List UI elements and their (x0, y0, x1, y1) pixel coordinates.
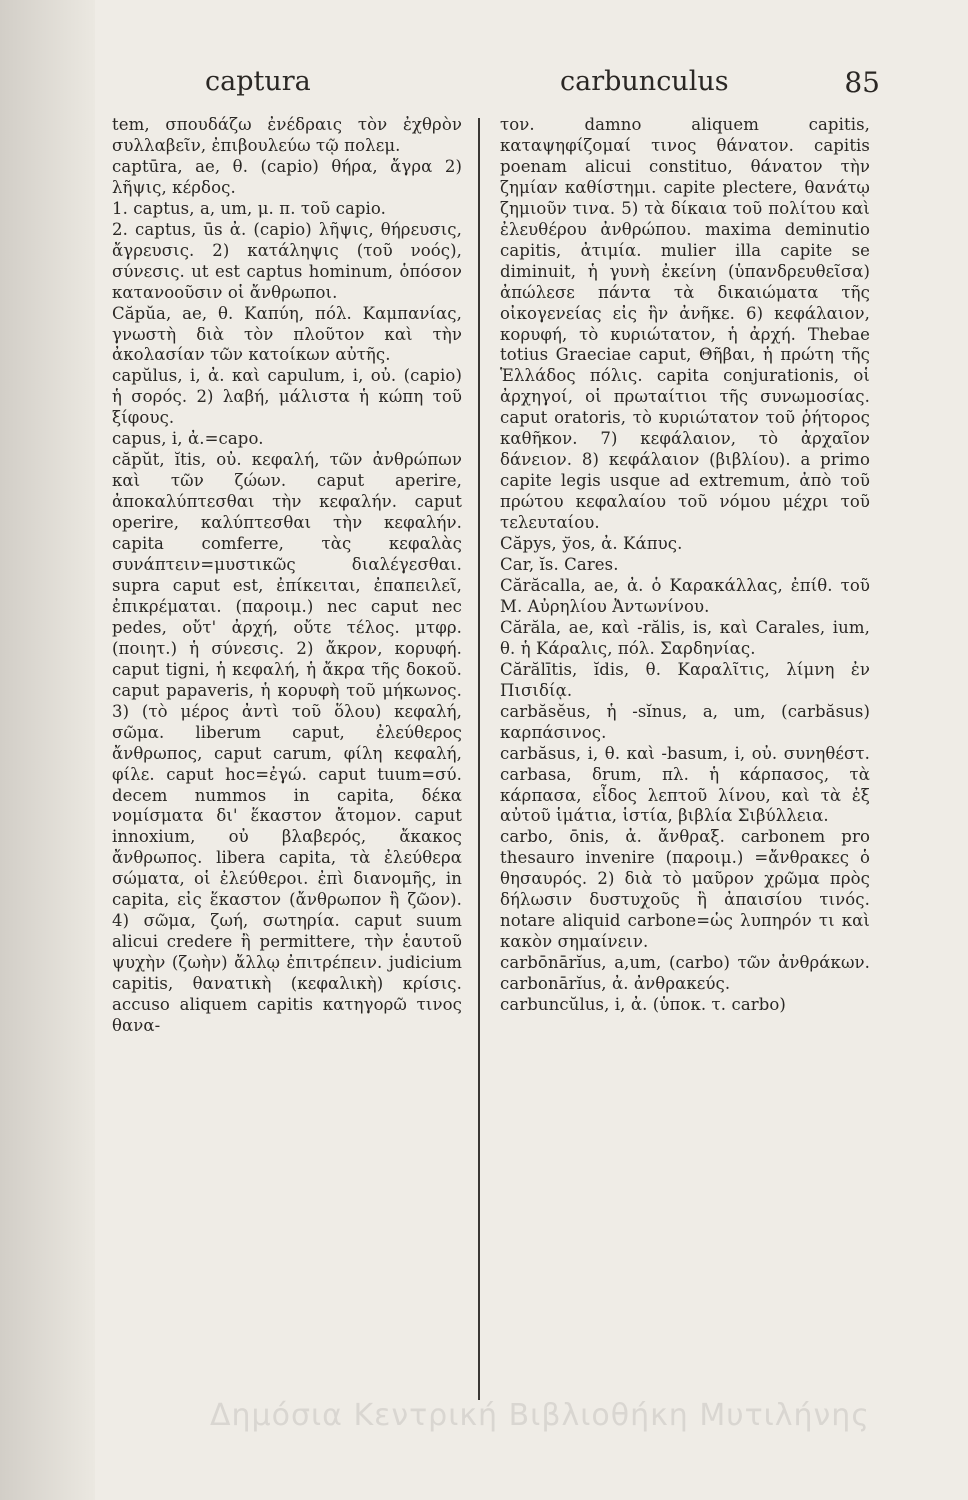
page-number: 85 (844, 66, 880, 99)
dictionary-entry: tem, σπουδάζω ἐνέδραις τὸν ἐχθρὸν συλλαβεῖν, ἐπιβουλεύω τῷ πολεμ. (112, 115, 462, 155)
dictionary-entry: carbăsus, i, θ. καὶ -basum, i, οὐ. συνηθέστ. carbasa, δrum, πλ. ἡ κάρπασος, τὰ κάρπασα, εἶδος λεπτοῦ λίνου, καὶ τὰ ἐξ αὐτοῦ ἱμάτια, ἱστία, βιβλία Σιβύλλεια. (500, 743, 870, 826)
dictionary-entry: carbuncŭlus, i, ἀ. (ὑποκ. τ. carbo) (500, 995, 786, 1015)
dictionary-entry: Căpys, ўos, ἀ. Κάπυς. (500, 534, 683, 554)
dictionary-entry: carbăsĕus, ἡ -sĭnus, a, um, (carbăsus) καρπάσινος. (500, 701, 870, 742)
dictionary-entry: Cărălītis, ĭdis, θ. Καραλῖτις, λίμνη ἐν Πισιδίᾳ. (500, 659, 870, 700)
dictionary-entry: carbo, ōnis, ἀ. ἄνθραξ. carbonem pro thesauro invenire (παροιμ.) =ἄνθρακες ὁ θησαυρός. 2) διὰ τὸ μαῦρον χρῶμα πρὸς δήλωσιν δυστυχοῦς ἢ ἀπαισίου τινός. notare aliquid carbone=ὡς λυπηρόν τι καὶ κακὸν σημαίνειν. (500, 827, 870, 952)
header-right-guideword: carbunculus (560, 66, 729, 97)
dictionary-entry: 1. captus, a, um, μ. π. τοῦ capio. (112, 198, 387, 218)
dictionary-entry: Căpŭa, ae, θ. Καπύη, πόλ. Καμπανίας, γνωστὴ διὰ τὸν πλοῦτον καὶ τὴν ἀκολασίαν τῶν κατοίκων αὐτῆς. (112, 303, 462, 365)
dictionary-entry: carbōnārĭus, a,um, (carbo) τῶν ἀνθράκων. carbonārĭus, ἀ. ἀνθρακεύς. (500, 953, 870, 994)
page-header (120, 66, 880, 106)
column-divider (478, 118, 480, 1400)
dictionary-entry: Cărăla, ae, καὶ -rălis, is, καὶ Carales, ium, θ. ἡ Κάραλις, πόλ. Σαρδηνίας. (500, 617, 870, 658)
dictionary-entry: căpŭt, ĭtis, οὐ. κεφαλή, τῶν ἀνθρώπων καὶ τῶν ζώων. caput aperire, ἀποκαλύπτεσθαι τὴν κεφαλήν. caput operire, καλύπτεσθαι τὴν κεφαλήν. capita comferre, τὰς κεφαλὰς συνάπτειν=μυστικῶς διαλέγεσθαι. supra caput est, ἐπίκειται, ἐπαπειλεῖ, ἐπικρέμαται. (παροιμ.) nec caput nec pedes, οὔτ' ἀρχή, οὔτε τέλος. μτφρ. (ποιητ.) ἡ σύνεσις. 2) ἄκρον, κορυφή. caput tigni, ἡ κεφαλή, ἡ ἄκρα τῆς δοκοῦ. caput papaveris, ἡ κορυφὴ τοῦ μήκωνος. 3) (τὸ μέρος ἀντὶ τοῦ ὅλου) κεφαλή, σῶμα. liberum caput, ἐλεύθερος ἄνθρωπος, caput carum, φίλη κεφαλή, φίλε. caput hoc=ἐγώ. caput tuum=σύ. decem nummos in capita, δέκα νομίσματα δι' ἕκαστον ἄτομον. caput innoxium, οὐ βλαβερός, ἄκακος ἄνθρωπος. libera capita, τὰ ἐλεύθερα σώματα, οἱ ἐλεύθεροι. ἐπὶ διανομῆς, in capita, εἰς ἕκαστον (ἄνθρωπον ἢ ζῶον). 4) σῶμα, ζωή, σωτηρία. caput suum alicui credere ἢ permittere, τὴν ἑαυτοῦ ψυχὴν (ζωὴν) ἄλλῳ ἐπιτρέπειν. judicium capitis, θανατικὴ (κεφαλικὴ) κρίσις. accuso aliquem capitis κατηγορῶ τινος θανα- (112, 450, 462, 1035)
dictionary-entry: capus, i, ἀ.=capo. (112, 429, 264, 449)
dictionary-entry: Cărăcalla, ae, ἀ. ὁ Καρακάλλας, ἐπίθ. τοῦ Μ. Αὐρηλίου Ἀντωνίνου. (500, 575, 870, 616)
dictionary-entry: τον. damno aliquem capitis, καταψηφίζομαί τινος θάνατον. capitis poenam alicui constituo, θάνατον τὴν ζημίαν καθίστημι. capite plectere, θανάτῳ ζημιοῦν τινα. 5) τὰ δίκαια τοῦ πολίτου καὶ ἐλευθέρου ἀνθρώπου. maxima deminutio capitis, ἀτιμία. mulier illa capite se diminuit, ἡ γυνὴ ἐκείνη (ὑπανδρευθεῖσα) ἀπώλεσε πάντα τὰ δικαιώματα τῆς οἰκογενείας εἰς ἣν ἀνῆκε. 6) κεφάλαιον, κορυφή, τὸ κυριώτατον, ἡ ἀρχή. Thebae totius Graeciae caput, Θῆβαι, ἡ πρώτη τῆς Ἑλλάδος πόλις. capita conjurationis, οἱ ἀρχηγοί, οἱ πρωταίτιοι τῆς συνωμοσίας. caput oratoris, τὸ κυριώτατον τοῦ ῥήτορος καθῆκον. 7) κεφάλαιον, τὸ ἀρχαῖον δάνειον. 8) κεφάλαιον (βιβλίου). a primo capite legis usque ad extremum, ἀπὸ τοῦ πρώτου κεφαλαίου τοῦ νόμου μέχρι τοῦ τελευταίου. (500, 115, 870, 533)
dictionary-entry: captūra, ae, θ. (capio) θήρα, ἄγρα 2) λῆψις, κέρδος. (112, 156, 462, 197)
dictionary-entry: 2. captus, ūs ἀ. (capio) λῆψις, θήρευσις, ἄγρευσις. 2) κατάληψις (τοῦ νοός), σύνεσις. ut est captus hominum, ὁπόσον κατανοοῦσιν οἱ ἄνθρωποι. (112, 219, 462, 302)
page-gutter-shadow (0, 0, 95, 1500)
dictionary-entry: Car, ĭs. Cares. (500, 555, 619, 575)
header-left-guideword: captura (205, 66, 311, 97)
left-column (112, 115, 462, 1037)
dictionary-entry: capŭlus, i, ἀ. καὶ capulum, i, οὐ. (capio) ἡ σορός. 2) λαβή, μάλιστα ἡ κώπη τοῦ ξίφους. (112, 366, 462, 428)
library-watermark: Δημόσια Κεντρική Βιβλιοθήκη Μυτιλήνης (210, 1398, 870, 1433)
right-column (500, 115, 870, 1016)
